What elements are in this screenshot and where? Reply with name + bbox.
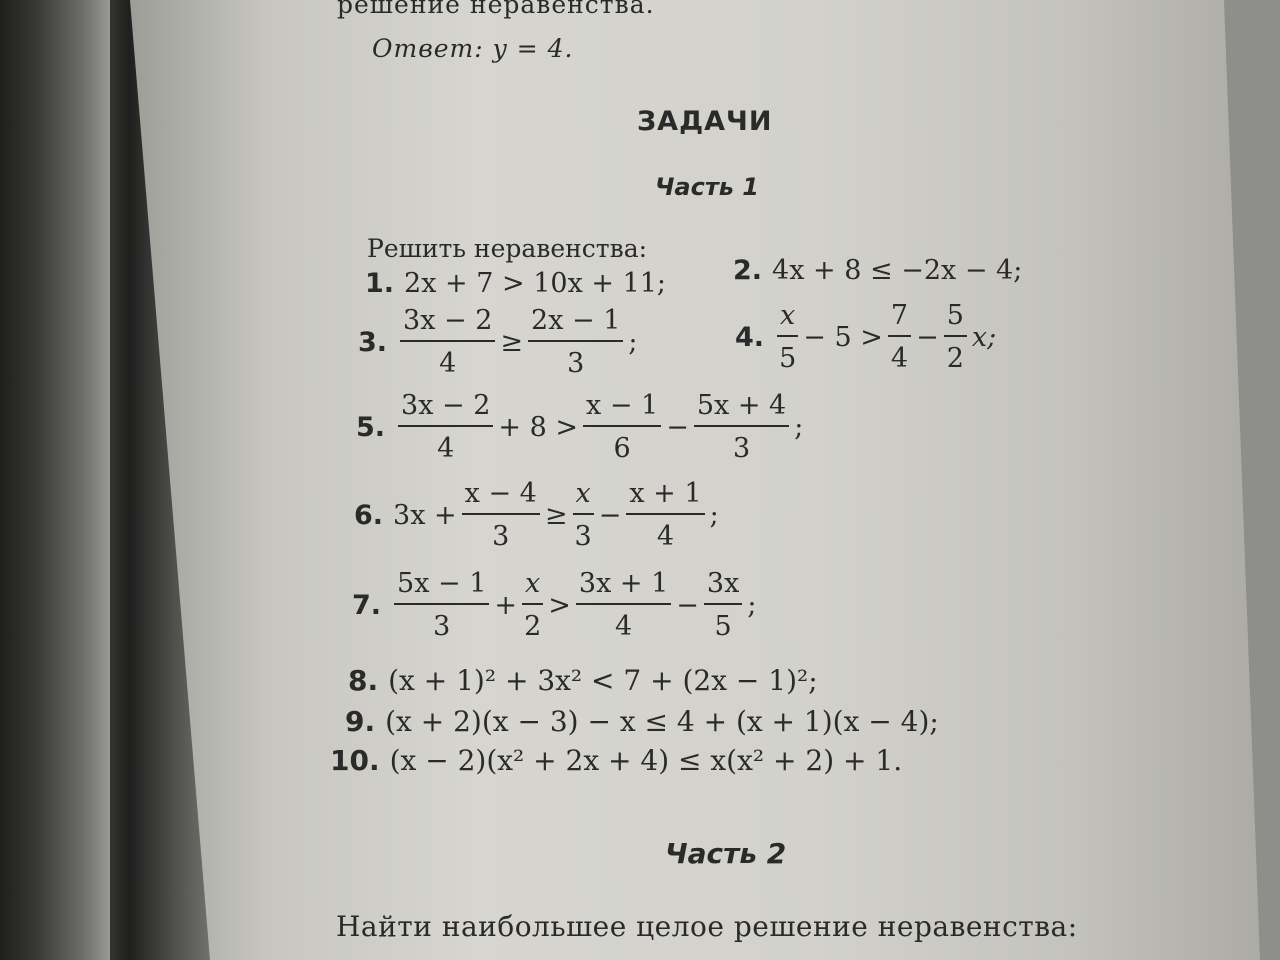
fraction: [583, 390, 661, 464]
operator: −: [666, 411, 689, 443]
problem-number: 9.: [345, 705, 376, 738]
operator: ;: [709, 499, 719, 531]
denominator: 4: [656, 521, 675, 552]
problem-5: [356, 390, 803, 464]
denominator: 5: [779, 343, 797, 374]
problem-expression: (x + 2)(x − 3) − x ≤ 4 + (x + 1)(x − 4);: [385, 705, 939, 738]
fraction: [944, 300, 967, 374]
fraction: [626, 478, 704, 552]
operator: −: [916, 321, 939, 353]
numerator: 3x − 2: [398, 390, 493, 427]
operator: ≥: [500, 326, 524, 358]
problem-1: [365, 268, 666, 299]
fraction: [573, 478, 594, 552]
fraction: [522, 568, 543, 642]
numerator: x + 1: [626, 478, 704, 515]
operator: +: [494, 589, 518, 621]
problem-number: 3.: [358, 326, 388, 358]
section-title: ЗАДАЧИ: [637, 106, 773, 137]
denominator: 2: [524, 611, 542, 642]
denominator: 3: [574, 521, 592, 552]
denominator: 4: [890, 343, 909, 374]
denominator: 4: [439, 348, 457, 379]
fraction: [777, 300, 798, 374]
denominator: 4: [437, 433, 455, 464]
fraction: [398, 390, 493, 464]
denominator: 4: [615, 611, 633, 642]
problem-9: [345, 705, 939, 738]
problem-3: [358, 305, 638, 379]
problem-number: 6.: [354, 499, 384, 531]
part1-title: Часть 1: [655, 173, 759, 201]
problem-expression: 4x + 8 ≤ −2x − 4;: [772, 255, 1023, 286]
denominator: 6: [613, 433, 631, 464]
fraction: [888, 300, 911, 374]
fraction: [704, 568, 742, 642]
operator: >: [548, 589, 571, 621]
fraction: [694, 390, 789, 464]
problem-expression: (x − 2)(x² + 2x + 4) ≤ x(x² + 2) + 1.: [389, 744, 903, 777]
problem-number: 4.: [735, 321, 765, 353]
numerator: 7: [888, 300, 911, 337]
denominator: 3: [433, 611, 451, 642]
fraction: [462, 478, 540, 552]
problem-number: 1.: [365, 268, 395, 299]
denominator: 2: [946, 343, 964, 374]
operator: ≥: [544, 499, 568, 531]
part2-title: Часть 2: [665, 837, 787, 870]
numerator: x: [573, 478, 594, 515]
denominator: 3: [567, 348, 585, 379]
numerator: 3x: [704, 568, 742, 605]
numerator: 5x + 4: [694, 390, 789, 427]
numerator: x: [777, 300, 798, 337]
operator: x;: [971, 321, 997, 353]
problem-expression: (x + 1)² + 3x² < 7 + (2x − 1)²;: [388, 664, 818, 697]
problem-7: [352, 568, 756, 642]
operator: + 8 >: [498, 411, 579, 443]
denominator: 5: [714, 611, 732, 642]
problem-number: 8.: [348, 664, 379, 697]
numerator: 5x − 1: [394, 568, 489, 605]
answer-line: Ответ: y = 4.: [372, 34, 574, 63]
numerator: 3x − 2: [400, 305, 495, 342]
page-gutter-shadow: [0, 0, 110, 960]
problem-expression: 2x + 7 > 10x + 11;: [404, 268, 667, 299]
operator: − 5 >: [803, 321, 883, 353]
fraction: [400, 305, 495, 379]
operator: 3x +: [393, 499, 457, 531]
fraction: [528, 305, 623, 379]
operator: −: [676, 589, 699, 621]
denominator: 3: [492, 521, 510, 552]
operator: ;: [747, 589, 757, 621]
numerator: x − 1: [583, 390, 661, 427]
numerator: x − 4: [462, 478, 540, 515]
problem-4: [735, 300, 996, 374]
operator: −: [598, 499, 622, 531]
operator: ;: [628, 326, 638, 358]
problem-8: [348, 664, 818, 697]
problem-6: [354, 478, 719, 552]
problem-number: 7.: [352, 589, 382, 621]
part1-instruction: Решить неравенства:: [367, 234, 648, 263]
numerator: x: [522, 568, 543, 605]
fraction: [576, 568, 671, 642]
operator: ;: [794, 411, 804, 443]
problem-2: [733, 255, 1022, 286]
numerator: 2x − 1: [528, 305, 623, 342]
numerator: 5: [944, 300, 967, 337]
problem-10: [330, 744, 902, 777]
part2-instruction: Найти наибольшее целое решение неравенства:: [336, 910, 1078, 943]
problem-number: 5.: [356, 411, 386, 443]
previous-text-line: решение неравенства.: [337, 0, 655, 19]
problem-number: 10.: [330, 744, 380, 777]
numerator: 3x + 1: [576, 568, 671, 605]
problem-number: 2.: [733, 255, 763, 286]
fraction: [394, 568, 489, 642]
denominator: 3: [732, 433, 751, 464]
